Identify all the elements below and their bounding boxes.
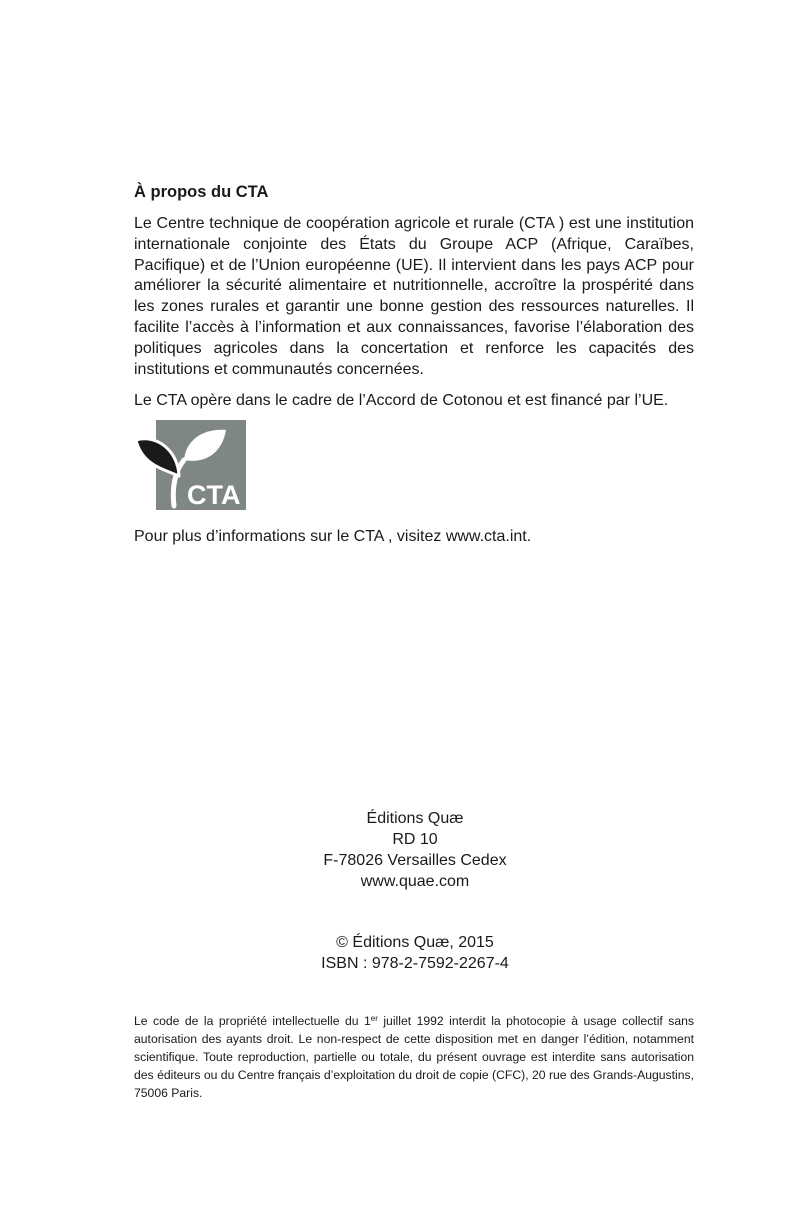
- copyright-block: [200, 932, 630, 974]
- legal-notice: [134, 1012, 694, 1102]
- about-title: À propos du CTA: [134, 183, 269, 201]
- publisher-address: [200, 808, 630, 892]
- logo-text: CTA: [187, 480, 241, 510]
- about-paragraph-2: Le CTA opère dans le cadre de l’Accord de Cotonou et est financé par l’UE.: [134, 392, 669, 410]
- about-paragraph-1: Le Centre technique de coopération agricole et rurale (CTA ) est une institution internationale conjointe des États du Groupe ACP (Afrique, Caraïbes, Pacifique) et de l’Union européenne (UE). Il intervient dans les pays ACP pour améliorer la sécurité alimentaire et nutritionnelle, accroître la prospérité dans les zones rurales et garantir une bonne gestion des ressources naturelles. Il facilite l’accès à l’information et aux connaissances, favorise l’élaboration des politiques agricoles dans la concertation et renforce les capacités des institutions et communautés concernées.: [134, 215, 694, 378]
- publisher-city: F-78026 Versailles Cedex: [323, 852, 507, 869]
- publisher-name: Éditions Quæ: [366, 810, 464, 827]
- publisher-website: www.quae.com: [360, 873, 470, 890]
- publisher-road: RD 10: [392, 831, 438, 848]
- legal-superscript: er: [370, 1014, 378, 1023]
- more-info-text: Pour plus d’informations sur le CTA , visitez www.cta.int.: [134, 528, 532, 545]
- cta-logo: [134, 420, 246, 510]
- legal-part-1: Le code de la propriété intellectuelle du 1: [134, 1014, 371, 1028]
- copyright-line: © Éditions Quæ, 2015: [336, 934, 494, 951]
- legal-part-2: juillet 1992 interdit la photocopie à usage collectif sans autorisation des ayants droit. Le non-respect de cette disposition met en danger l’édition, notamment scientifique. Toute reproduction, partielle ou totale, du présent ouvrage est interdite sans autorisation des éditeurs ou du Centre français d’exploitation du droit de copie (CFC), 20 rue des Grands-Augustins, 75006 Paris.: [134, 1014, 694, 1100]
- isbn-line: ISBN : 978-2-7592-2267-4: [321, 955, 509, 972]
- about-section: [134, 181, 694, 412]
